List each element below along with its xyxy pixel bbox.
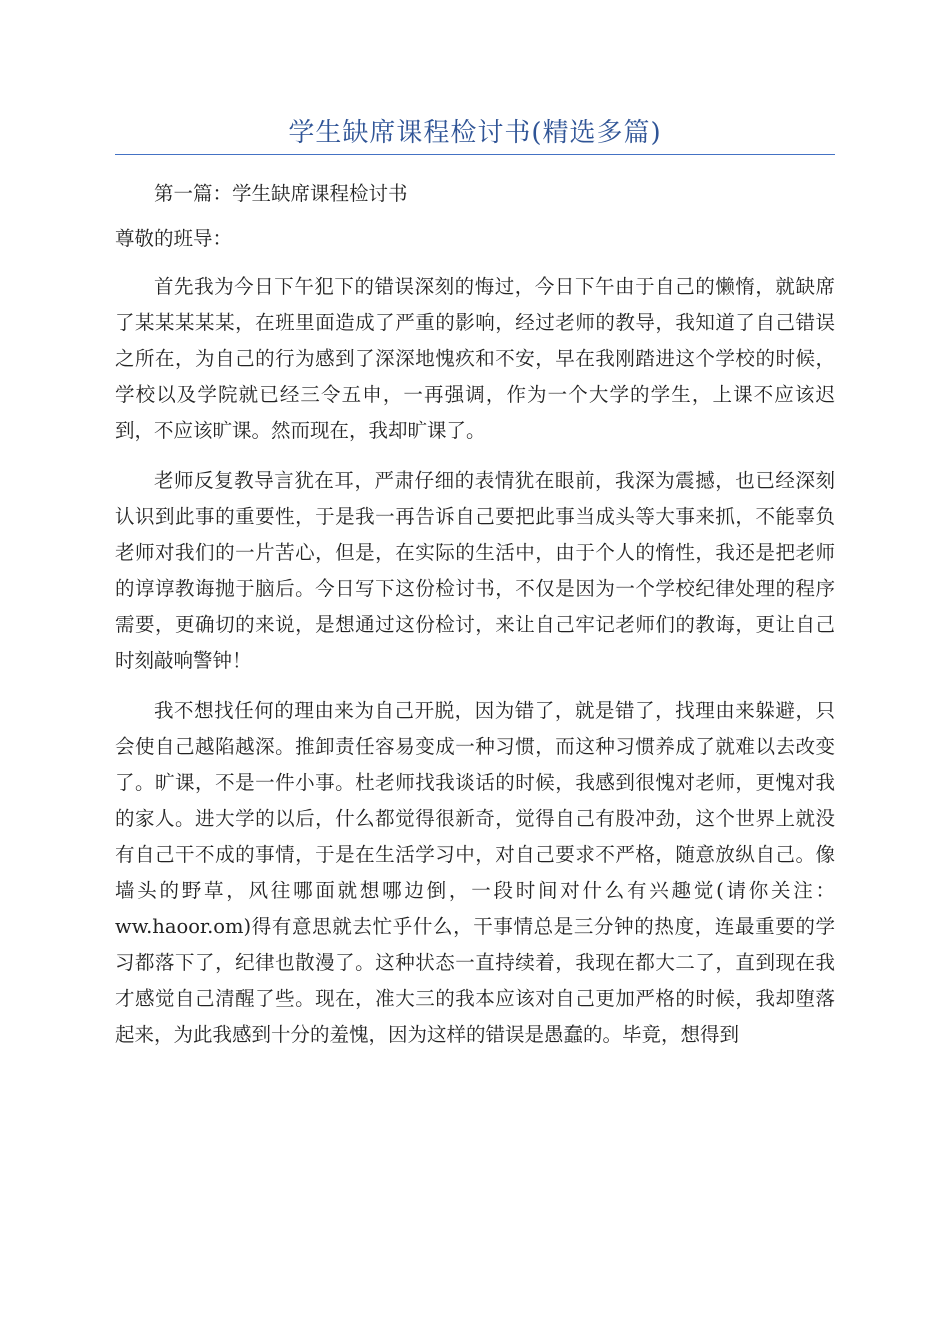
document-body [115,176,835,1067]
section-heading: 第一篇：学生缺席课程检讨书 [154,182,408,205]
paragraph-2: 老师反复教导言犹在耳，严肃仔细的表情犹在眼前，我深为震撼，也已经深刻认识到此事的重要性，于是我一再告诉自己要把此事当成头等大事来抓，不能辜负老师对我们的一片苦心，但是，在实际的生活中，由于个人的惰性，我还是把老师的谆谆教诲抛于脑后。今日写下这份检讨书，不仅是因为一个学校纪律处理的程序需要，更确切的来说，是想通过这份检讨，来让自己牢记老师们的教诲，更让自己时刻敲响警钟！ [115,469,835,672]
document-page [115,0,835,1344]
document-title: 学生缺席课程检讨书(精选多篇) [288,118,662,148]
salutation: 尊敬的班导： [115,227,233,250]
paragraph-1: 首先我为今日下午犯下的错误深刻的悔过，今日下午由于自己的懒惰，就缺席了某某某某某，在班里面造成了严重的影响，经过老师的教导，我知道了自己错误之所在，为自己的行为感到了深深地愧疚和不安，早在我刚踏进这个学校的时候，学校以及学院就已经三令五申，一再强调，作为一个大学的学生，上课不应该迟到，不应该旷课。然而现在，我却旷课了。 [115,275,835,442]
title-underline [115,154,835,155]
paragraph-3: 我不想找任何的理由来为自己开脱，因为错了，就是错了，找理由来躲避，只会使自己越陷越深。推卸责任容易变成一种习惯，而这种习惯养成了就难以去改变了。旷课，不是一件小事。杜老师找我谈话的时候，我感到很愧对老师，更愧对我的家人。进大学的以后，什么都觉得很新奇，觉得自己有股冲劲，这个世界上就没有自己干不成的事情，于是在生活学习中，对自己要求不严格，随意放纵自己。像墙头的野草，风往哪面就想哪边倒，一段时间对什么有兴趣觉(请你关注：ww.haoor.om)得有意思就去忙乎什么，干事情总是三分钟的热度，连最重要的学习都落下了，纪律也散漫了。这种状态一直持续着，我现在都大二了，直到现在我才感觉自己清醒了些。现在，准大三的我本应该对自己更加严格的时候，我却堕落起来，为此我感到十分的羞愧，因为这样的错误是愚蠢的。毕竟，想得到 [115,699,835,1046]
